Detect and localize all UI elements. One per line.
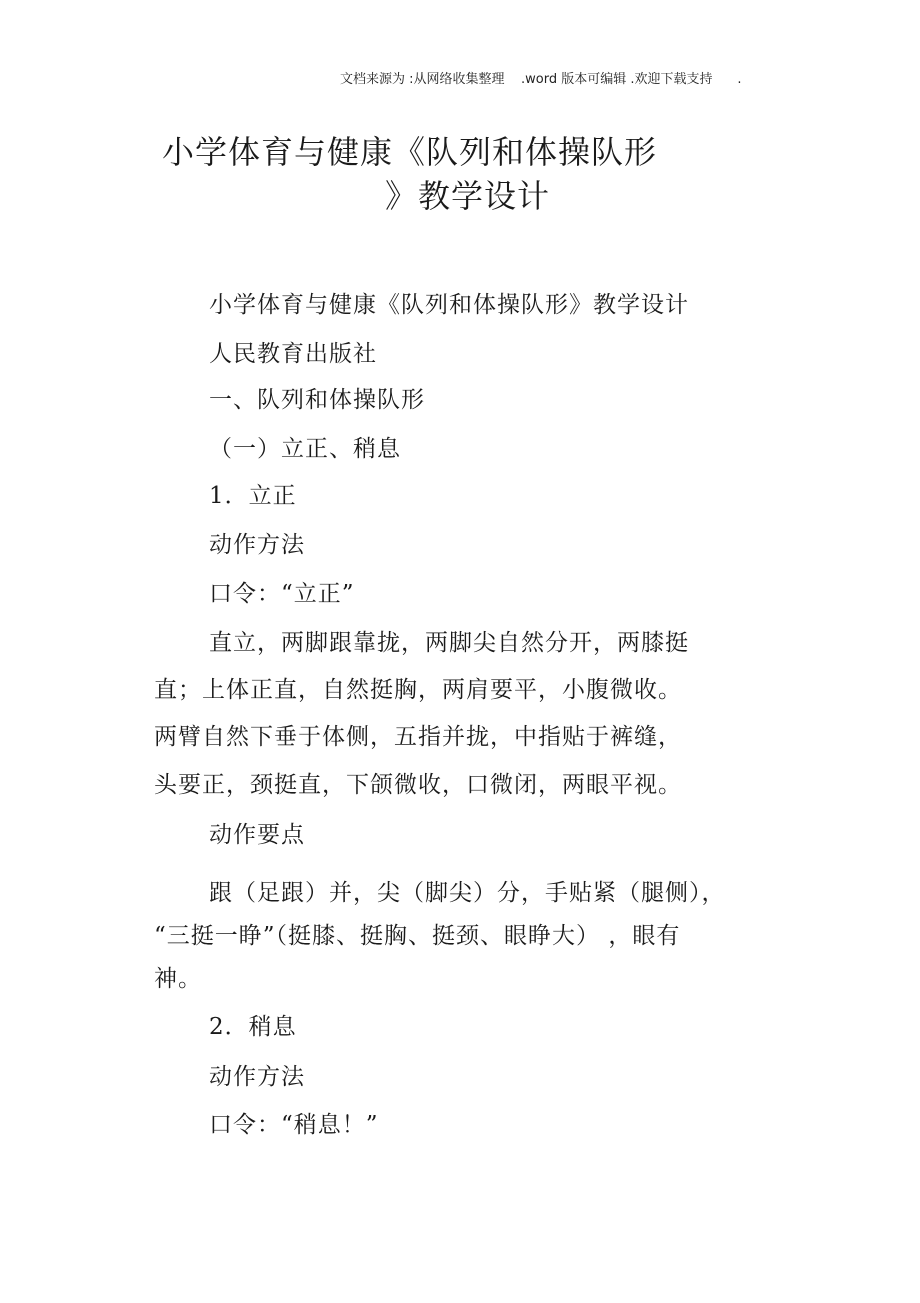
command-2: 口令：“稍息！” — [209, 1112, 379, 1138]
document-title-line-2: 》教学设计 — [385, 177, 551, 215]
subsection-heading: （一）立正、稍息 — [209, 436, 401, 462]
section-heading: 一、队列和体操队形 — [209, 387, 425, 413]
paragraph-line: 直立，两脚跟靠拢，两脚尖自然分开，两膝挺 — [209, 630, 689, 656]
paragraph-line: 直；上体正直，自然挺胸，两肩要平，小腹微收。 — [154, 677, 682, 703]
publisher: 人民教育出版社 — [209, 341, 377, 367]
page-header: 文档来源为 :从网络收集整理 .word 版本可编辑 .欢迎下载支持 . — [340, 72, 742, 87]
document-title-line-1: 小学体育与健康《队列和体操队形 — [162, 133, 658, 171]
paragraph-line: “三挺一睁”（挺膝、挺胸、挺颈、眼睁大） ，眼有 — [154, 923, 681, 949]
points-label-1: 动作要点 — [209, 822, 305, 848]
paragraph-line: 神。 — [154, 966, 202, 992]
method-label-1: 动作方法 — [209, 532, 305, 558]
item-heading-2: 2．稍息 — [209, 1014, 297, 1040]
method-label-2: 动作方法 — [209, 1064, 305, 1090]
subtitle: 小学体育与健康《队列和体操队形》教学设计 — [209, 292, 689, 318]
paragraph-line: 头要正，颈挺直，下颌微收，口微闭，两眼平视。 — [154, 772, 682, 798]
command-1: 口令：“立正” — [209, 581, 355, 607]
paragraph-line: 跟（足跟）并，尖（脚尖）分，手贴紧（腿侧）， — [209, 880, 726, 906]
item-heading-1: 1．立正 — [209, 483, 297, 509]
paragraph-line: 两臂自然下垂于体侧，五指并拢，中指贴于裤缝， — [154, 724, 682, 750]
